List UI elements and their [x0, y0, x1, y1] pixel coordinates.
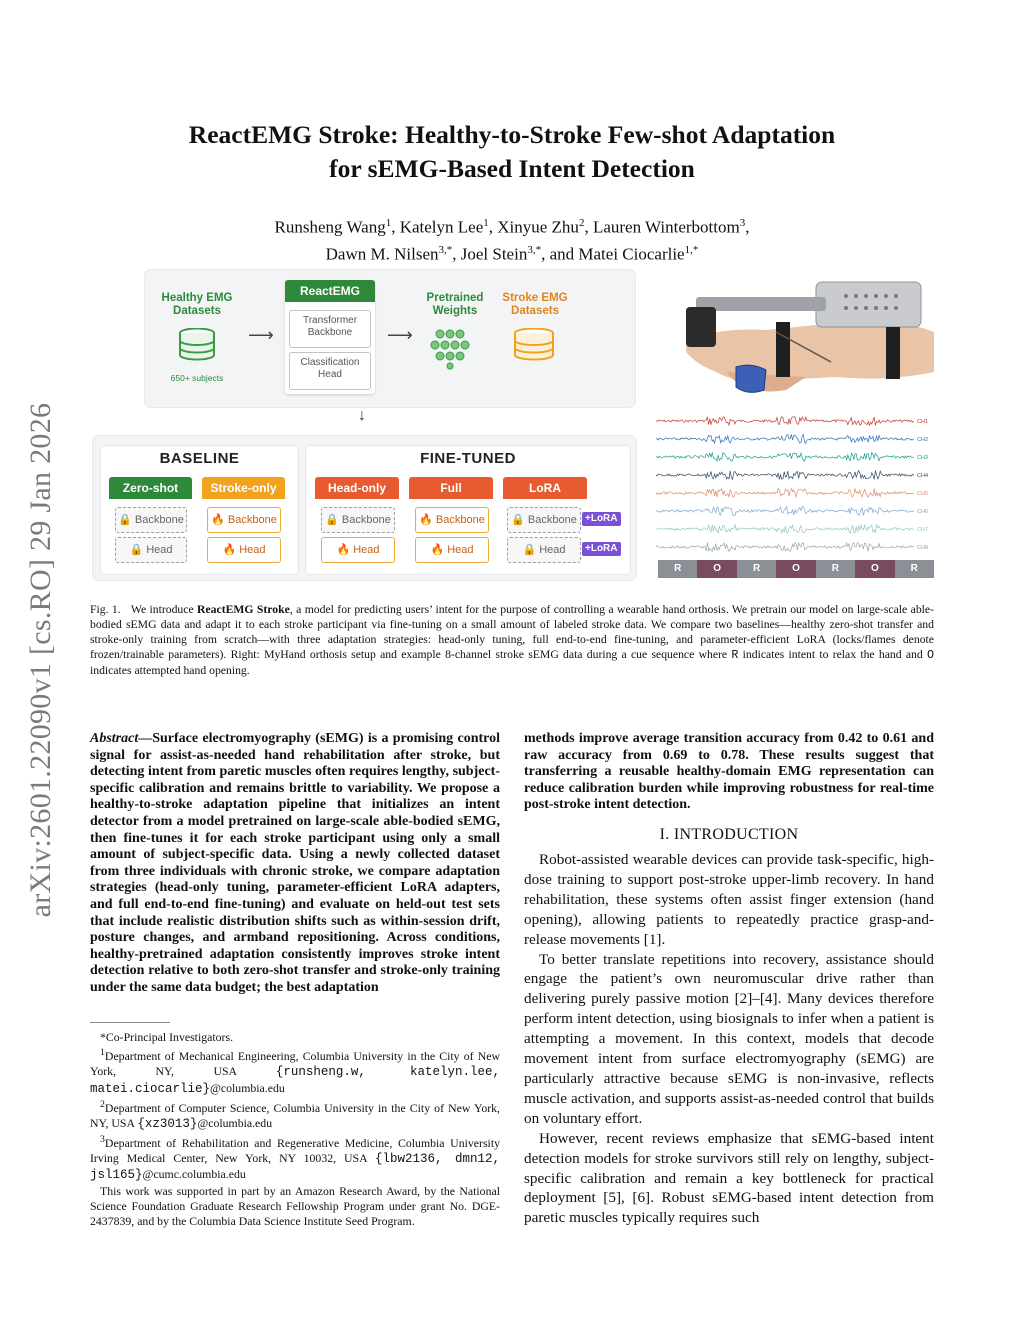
- stroke-database-icon: [513, 328, 555, 362]
- trainable-head: 🔥 Head: [321, 537, 395, 563]
- paragraph: Robot-assisted wearable devices can provide task-specific, high-dose training to support post-stroke upper-limb recovery. In hand rehabilitation, these systems often assist finger extension (hand opening), allowing patients to repeatedly practice grasp-and-release movements [1].: [524, 851, 934, 948]
- cue-open: O: [855, 560, 894, 578]
- baseline-title: BASELINE: [159, 450, 240, 467]
- channel-label: CH6: [917, 509, 929, 515]
- strategy-comparison: [93, 436, 636, 580]
- frozen-backbone: 🔒 Backbone: [321, 507, 395, 533]
- emg-channel-trace: [656, 489, 914, 498]
- author: Lauren Winterbottom: [592, 217, 740, 237]
- finetuned-title: FINE-TUNED: [420, 450, 516, 467]
- channel-label: CH2: [917, 437, 929, 443]
- emg-traces: [656, 412, 934, 560]
- arrow-icon: ⟶: [387, 325, 413, 345]
- arxiv-stamp: [16, 360, 66, 960]
- section-heading: I. INTRODUCTION: [659, 826, 799, 843]
- full-header: Full: [409, 477, 493, 499]
- author: Joel Stein: [460, 244, 528, 264]
- trainable-head: 🔥 Head: [415, 537, 489, 563]
- cue-open: O: [776, 560, 815, 578]
- frozen-head: 🔒 Head: [115, 537, 187, 563]
- channel-label: CH5: [917, 491, 929, 497]
- stroke-only-header: Stroke-only: [202, 477, 285, 499]
- title-line-1: ReactEMG Stroke: Healthy-to-Stroke Few-shot Adaptation: [188, 120, 836, 149]
- down-arrow-icon: ↓: [358, 407, 366, 424]
- pipeline-diagram: [145, 270, 635, 407]
- footnote-rule: [90, 1022, 170, 1023]
- paragraph: To better translate repetitions into recovery, assistance should engage the patient’s own neuromuscular drive rather than delivering purely passive motion [2]–[4]. Many devices therefore perform intent detection, using biosignals to infer when a patient is attempting a movement. In this context, models that decode movement intent from surface electromyography (sEMG) are particularly attractive because sEMG is non-invasive, reflects muscle activation, and supports assist-as-needed control that builds on voluntary effort.: [524, 950, 934, 1127]
- trainable-head: 🔥 Head: [207, 537, 281, 563]
- paper-title: [140, 118, 884, 186]
- cue-relax: R: [737, 560, 776, 578]
- cue-relax: R: [658, 560, 697, 578]
- abstract-body: Surface electromyography (sEMG) is a promising control signal for assist-as-needed hand rehabilitation after stroke, but detecting intent from paretic muscles often requires lengthy, subject-specific calibration and remains brittle to variability. We propose a healthy-to-stroke adaptation pipeline that initializes an intent detector from a model pretrained on large-scale able-bodied sEMG, then fine-tunes it for each stroke participant using only a small amount of subject-specific data. Using a newly collected dataset from three individuals with chronic stroke, we compare adaptation strategies (head-only tuning, parameter-efficient LoRA adapters, and full end-to-end fine-tuning) and evaluate on held-out test sets that include realistic distribution shifts such as within-session drift, posture changes, and armband repositioning. Across conditions, healthy-pretrained adaptation consistently improves stroke intent detection relative to both zero-shot transfer and stroke-only training under the same data budget; the best adaptation: [90, 731, 500, 995]
- cue-sequence-bar: [658, 560, 934, 578]
- lora-adapter-tag: +LoRA: [582, 512, 621, 526]
- funding-note: This work was supported in part by an Amazon Research Award, by the National Science Foundation Graduate Research Fellowship Program under grant No. DGE-2437839, and by the Columbia Data Science Institute Seed Program.: [90, 1183, 500, 1228]
- emg-channel-trace: [656, 471, 914, 480]
- channel-label: CH3: [917, 455, 929, 461]
- emg-channel-trace: [656, 543, 914, 552]
- copi-note: *Co-Principal Investigators.: [100, 1030, 234, 1044]
- trainable-backbone: 🔥 Backbone: [207, 507, 281, 533]
- reactemg-header: ReactEMG: [285, 280, 375, 302]
- pretrained-weights-label: Pretrained Weights: [426, 292, 484, 317]
- abstract-continued: methods improve average transition accuracy from 0.42 to 0.61 and raw accuracy from 0.69 to 0.78. These results suggest that transferring a reusable healthy-domain EMG representation can reduce calibration burden while improving robustness for real-time post-stroke intent detection.: [524, 731, 934, 813]
- figure-caption: Fig. 1. We introduce ReactEMG Stroke, a model for predicting users’ intent for the purpose of controlling a wearable hand orthosis. We pretrain our model on large-scale able-bodied sEMG data and adapt it to each stroke participant via fine-tuning on a small amount of labeled stroke data. We compare two baselines—healthy zero-shot transfer and stroke-only training from scratch—with three adaptation strategies: head-only tuning, full end-to-end fine-tuning, and parameter-efficient LoRA (locks/flames denote frozen/trainable parameters). Right: MyHand orthosis setup and example 8-channel stroke sEMG data during a cue sequence where R indicates intent to relax the hand and O indicates attempted hand opening.: [90, 603, 935, 677]
- arxiv-id: arXiv:2601.22090v1 [cs.RO] 29 Jan 2026: [24, 402, 57, 918]
- classification-head-box: Classification Head: [289, 352, 371, 390]
- healthy-emg-label: Healthy EMG Datasets: [161, 292, 233, 317]
- affiliation-1: $^1$Department of Mechanical Engineering, Columbia University in the City of New York, NY, USA {runsheng.w, katelyn.lee, matei.ciocarlie}@columbia.edu: [90, 1047, 500, 1096]
- frozen-backbone: 🔒 Backbone: [507, 507, 581, 533]
- emg-channel-trace: [656, 435, 914, 444]
- author: Matei Ciocarlie: [578, 244, 685, 264]
- subjects-count: 650+ subjects: [170, 373, 224, 383]
- lora-header: LoRA: [503, 477, 587, 499]
- reactemg-model: [285, 280, 375, 394]
- trainable-backbone: 🔥 Backbone: [415, 507, 489, 533]
- channel-label: CH8: [917, 545, 929, 551]
- cue-relax: R: [895, 560, 934, 578]
- frozen-head: 🔒 Head: [507, 537, 581, 563]
- abstract-label: Abstract: [90, 731, 139, 746]
- orthosis-photo: [656, 272, 934, 402]
- emg-channel-trace: [656, 417, 914, 426]
- lora-adapter-tag: +LoRA: [582, 542, 621, 556]
- cue-open: O: [697, 560, 736, 578]
- author: Dawn M. Nilsen: [325, 244, 439, 264]
- weights-icon: [430, 328, 480, 372]
- cue-relax: R: [816, 560, 855, 578]
- channel-label: CH4: [917, 473, 929, 479]
- emg-channel-trace: [656, 453, 914, 462]
- author: Katelyn Lee: [399, 217, 484, 237]
- author: Runsheng Wang: [274, 217, 386, 237]
- head-only-header: Head-only: [315, 477, 399, 499]
- author-list: Runsheng Wang$^1$, Katelyn Lee$^1$, Xinyue Zhu$^2$, Lauren Winterbottom$^3$, Dawn M. Nilsen$^{3,*}$, Joel Stein$^{3,*}$, and Matei Ciocarlie$^{1,*}$: [274, 217, 750, 264]
- affiliation-3: $^3$Department of Rehabilitation and Regenerative Medicine, Columbia University Irving Medical Center, New York, NY 10032, USA {lbw2136, dmn12, jsl165}@cumc.columbia.edu: [90, 1134, 500, 1183]
- transformer-backbone-box: Transformer Backbone: [289, 310, 371, 348]
- footnotes: [90, 1030, 500, 1229]
- frozen-backbone: 🔒 Backbone: [115, 507, 187, 533]
- author: Xinyue Zhu: [497, 217, 579, 237]
- introduction-text: [524, 850, 934, 1228]
- abstract: Abstract—Surface electromyography (sEMG) is a promising control signal for assist-as-needed hand rehabilitation after stroke, but detecting intent from paretic muscles often requires lengthy, subject-specific calibration and remains brittle to variability. We propose a healthy-to-stroke adaptation pipeline that initializes an intent detector from a model pretrained on large-scale able-bodied sEMG, then fine-tunes it for each stroke participant using only a small amount of subject-specific data. Using a newly collected dataset from three individuals with chronic stroke, we compare adaptation strategies (head-only tuning, parameter-efficient LoRA adapters, and full end-to-end fine-tuning) and evaluate on held-out test sets that include realistic distribution shifts such as within-session drift, posture changes, and armband repositioning. Across conditions, healthy-pretrained adaptation consistently improves stroke intent detection relative to both zero-shot transfer and stroke-only training under the same data budget; the best adaptation: [90, 731, 500, 995]
- channel-label: CH1: [917, 419, 929, 425]
- paragraph: However, recent reviews emphasize that sEMG-based intent detection models for stroke survivors still rely on lengthy, subject-specific calibration and remain a key bottleneck for practical deployment [5], [6]. Robust sEMG-based intent detection from paretic muscles typically requires such: [524, 1129, 934, 1227]
- emg-channel-trace: [656, 507, 914, 516]
- zero-shot-header: Zero-shot: [109, 477, 192, 499]
- channel-label: CH7: [917, 527, 929, 533]
- stroke-emg-label: Stroke EMG Datasets: [502, 292, 568, 317]
- affiliation-2: $^2$Department of Computer Science, Columbia University in the City of New York, NY, USA {xz3013}@columbia.edu: [90, 1098, 500, 1131]
- arrow-icon: ⟶: [248, 325, 274, 345]
- database-icon: [178, 328, 216, 362]
- title-line-2: for sEMG-Based Intent Detection: [329, 154, 695, 183]
- emg-channel-trace: [656, 525, 914, 534]
